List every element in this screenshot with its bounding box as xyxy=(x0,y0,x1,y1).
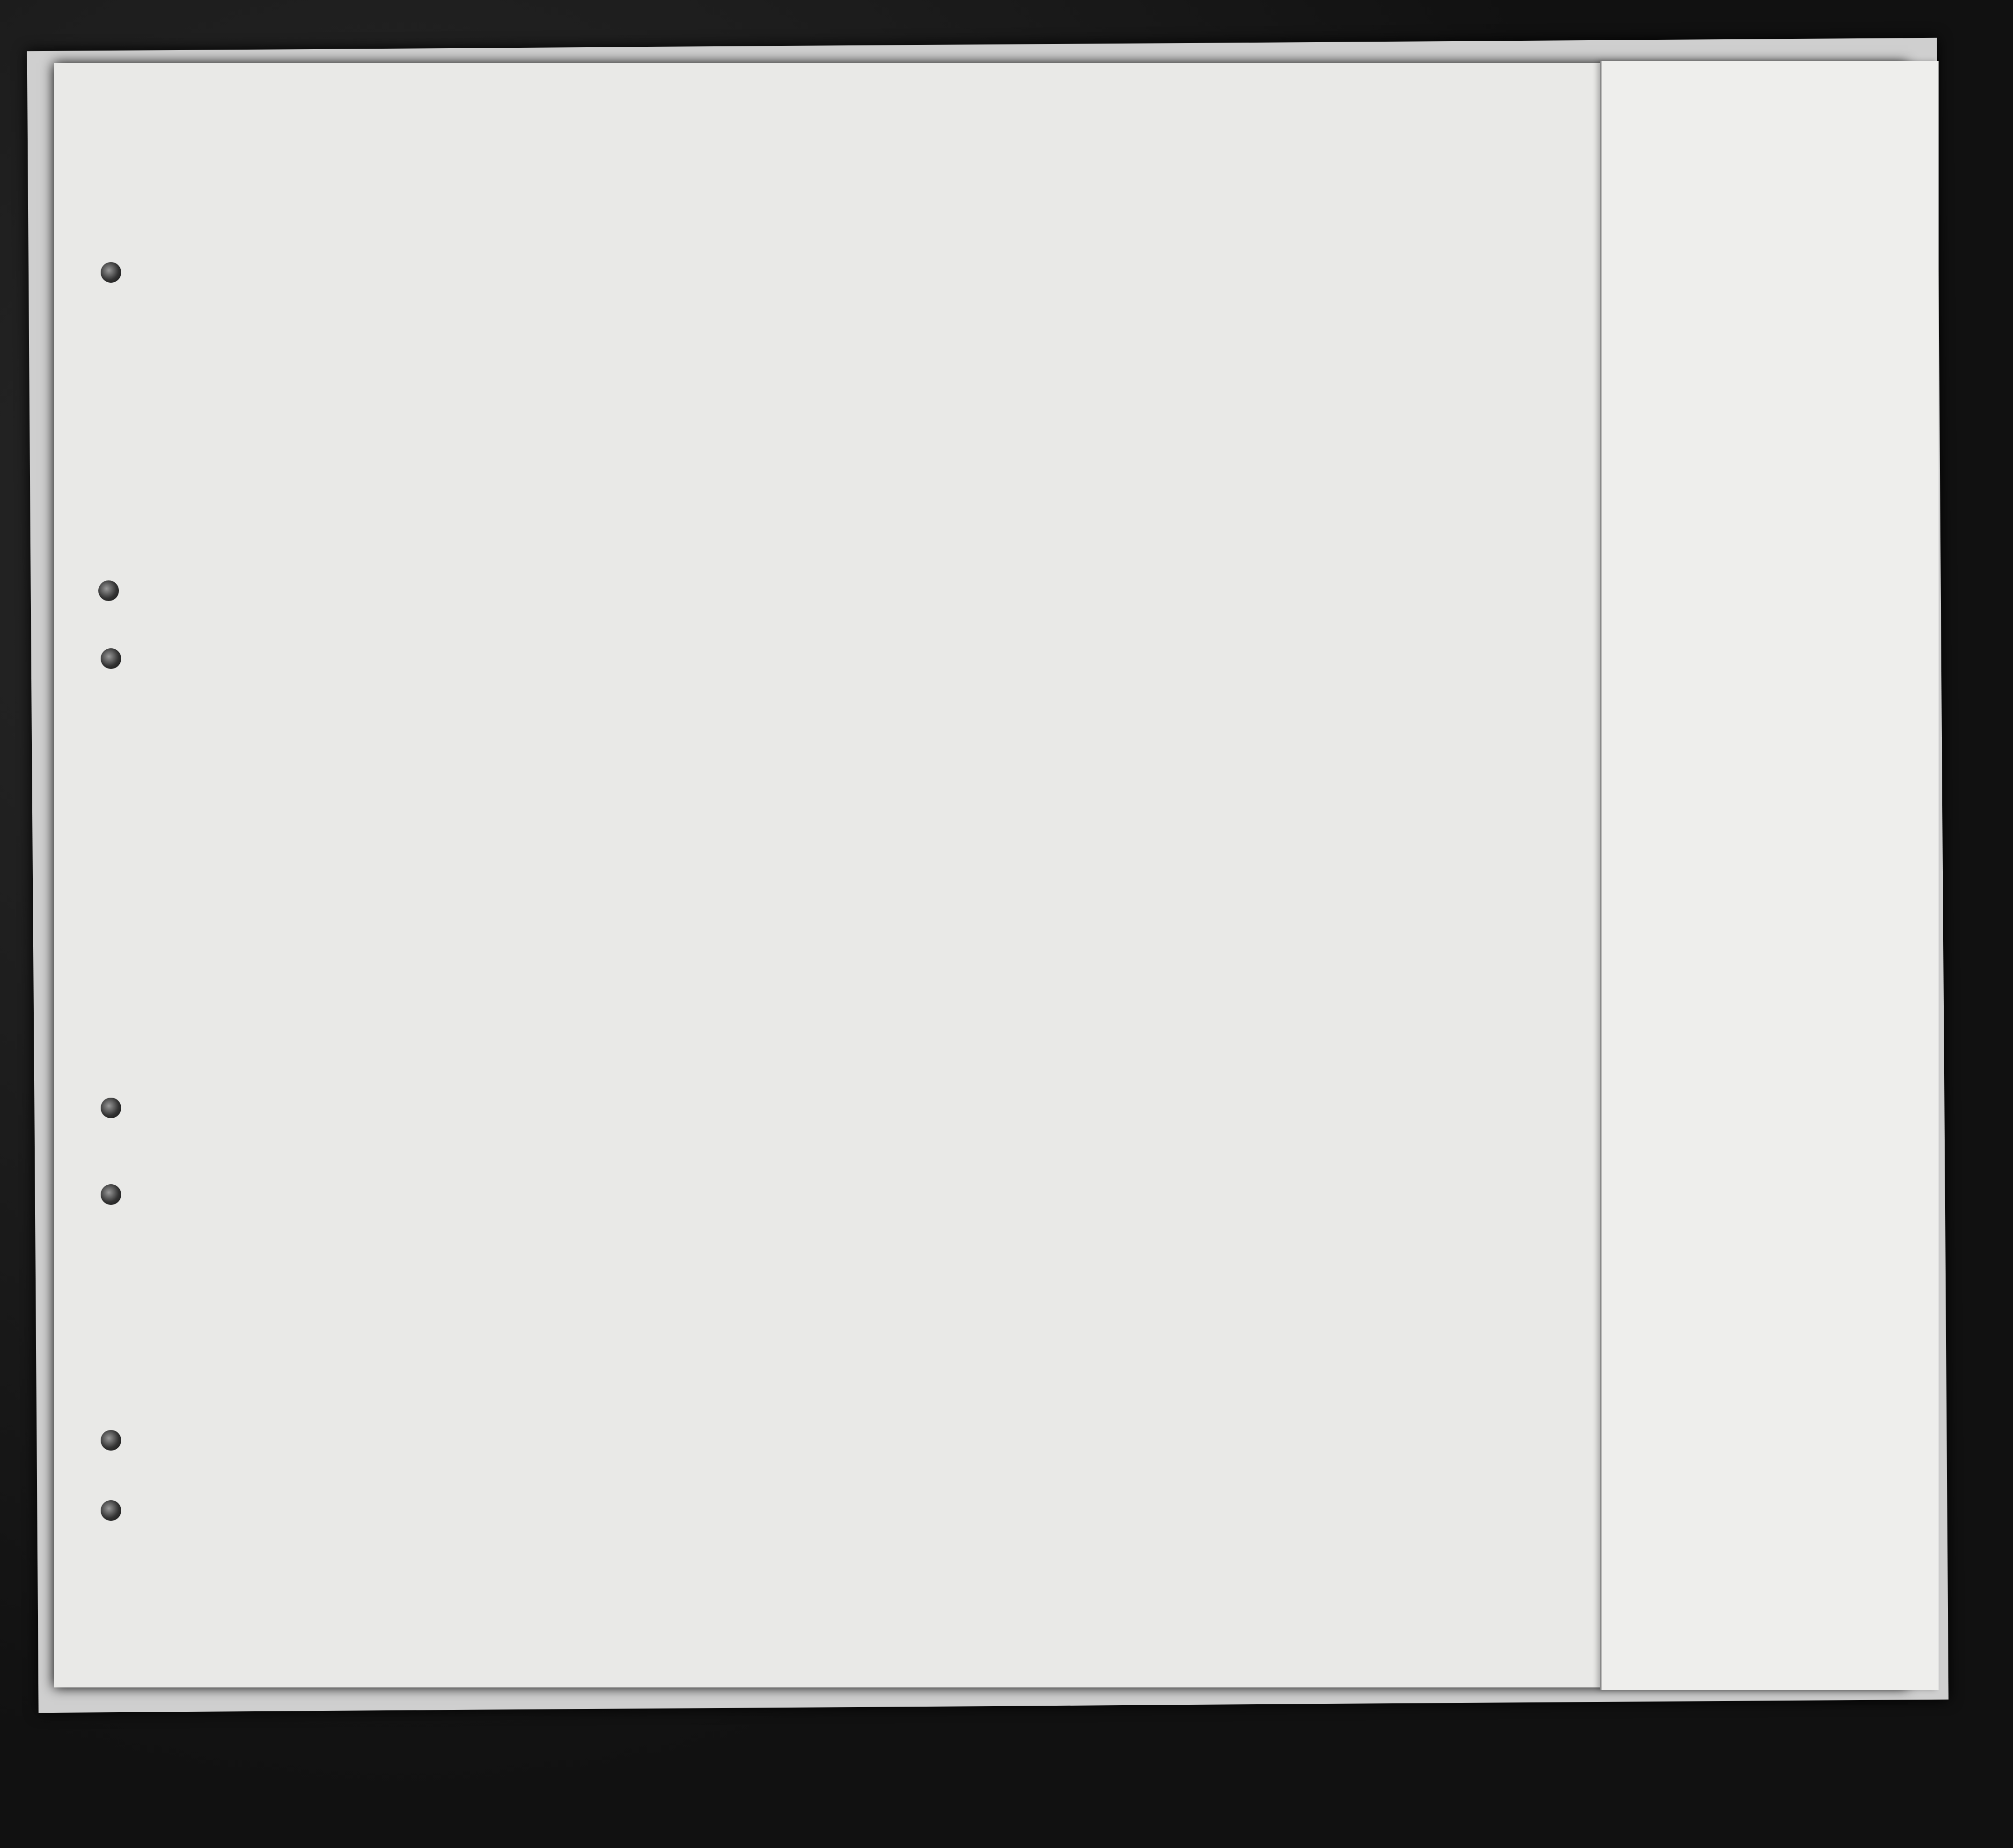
page-subtitle xyxy=(77,172,1463,191)
visa-panel xyxy=(1600,61,1939,1690)
punch-hole xyxy=(101,262,121,283)
punch-hole xyxy=(101,1184,121,1205)
visa-grid xyxy=(1602,61,1939,1690)
punch-hole xyxy=(101,1098,121,1118)
sample-row xyxy=(54,493,1608,528)
punch-hole xyxy=(101,648,121,669)
punch-hole xyxy=(98,580,119,601)
punch-hole xyxy=(101,1500,121,1521)
punch-hole xyxy=(101,1430,121,1451)
